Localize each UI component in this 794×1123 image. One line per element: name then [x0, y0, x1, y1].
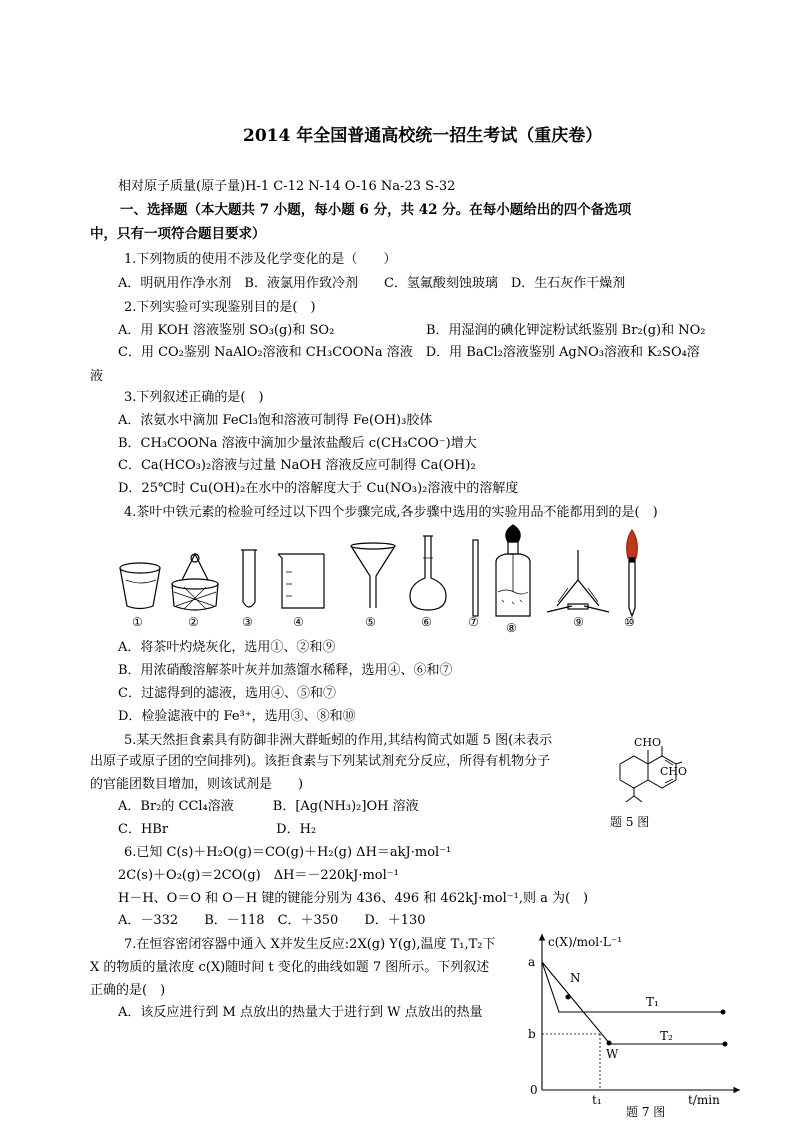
q2-stem: 2.下列实验可实现鉴别目的是( ) — [124, 300, 316, 315]
basket-icon — [172, 554, 218, 610]
point-n — [566, 995, 571, 1000]
glass-rod-icon — [473, 540, 478, 616]
label-a: a — [528, 955, 536, 969]
q5-options-cd: C．HBr D．H₂ — [118, 822, 317, 837]
label-t1: t₁ — [592, 1093, 602, 1107]
apparatus-label: ⑧ — [506, 621, 517, 635]
dropper-bottle-icon — [496, 525, 530, 616]
apparatus-label: ① — [132, 615, 143, 629]
apparatus-label: ⑥ — [421, 615, 432, 629]
label-temp-t2: T₂ — [660, 1029, 673, 1043]
q1-stem: 1.下列物质的使用不涉及化学变化的是（ ） — [124, 252, 397, 267]
apparatus-label: ④ — [293, 615, 304, 629]
crucible-icon — [120, 563, 160, 609]
q3-stem: 3.下列叙述正确的是( ) — [124, 390, 264, 405]
q5-structure-figure — [590, 730, 700, 835]
q2-option-a: A．用 KOH 溶液鉴别 SO₃(g)和 SO₂ — [118, 323, 335, 338]
label-temp-t1: T₁ — [646, 995, 659, 1009]
figure7-caption: 题 7 图 — [626, 1105, 666, 1119]
q4-option-b: B．用浓硝酸溶解茶叶灰并加蒸馏水稀释，选用④、⑥和⑦ — [118, 663, 453, 678]
q6-line3: H－H、O＝O 和 O－H 键的键能分别为 436、496 和 462kJ·mol⁻¹,则 a 为( ) — [118, 891, 589, 906]
apparatus-label: ② — [188, 615, 199, 629]
test-tube-icon — [241, 550, 257, 607]
curve-t1 — [542, 962, 723, 1012]
q7-line2: X 的物质的量浓度 c(X)随时间 t 变化的曲线如题 7 图所示。下列叙述 — [90, 960, 490, 975]
x-axis-label: t/min — [688, 1093, 720, 1107]
q4-option-d: D．检验滤液中的 Fe³⁺，选用③、⑧和⑩ — [118, 709, 356, 724]
section-heading-cont: 中，只有一项符合题目要求） — [90, 226, 266, 242]
cho-label-top: CHO — [634, 736, 662, 749]
q7-option-a: A．该反应进行到 M 点放出的热量大于进行到 W 点放出的热量 — [118, 1005, 483, 1020]
q2-option-b: B．用湿润的碘化钾淀粉试纸鉴别 Br₂(g)和 NO₂ — [426, 323, 706, 338]
clay-triangle-icon — [547, 550, 609, 612]
apparatus-label: ③ — [242, 615, 253, 629]
q6-line2: 2C(s)＋O₂(g)＝2CO(g) ΔH＝－220kJ·mol⁻¹ — [118, 868, 399, 883]
q3-option-d: D．25℃时 Cu(OH)₂在水中的溶解度大于 Cu(NO₃)₂溶液中的溶解度 — [118, 481, 519, 496]
q5-line3: 的官能团数目增加，则该试剂是 ) — [90, 777, 304, 792]
apparatus-label: ⑤ — [365, 615, 376, 629]
q5-options-ab: A．Br₂的 CCl₄溶液 B．[Ag(NH₃)₂]OH 溶液 — [118, 799, 419, 814]
q2-option-cd: C．用 CO₂鉴别 NaAlO₂溶液和 CH₃COONa 溶液 D．用 BaCl₂溶液鉴别 AgNO₃溶液和 K₂SO₄溶 — [118, 345, 700, 360]
beaker-icon — [278, 554, 324, 608]
q2-wrap: 液 — [90, 369, 104, 384]
label-w: W — [606, 1047, 619, 1061]
apparatus-label: ⑨ — [573, 615, 584, 629]
volumetric-flask-icon — [410, 536, 446, 610]
label-b: b — [528, 1027, 536, 1041]
end-t1 — [721, 1010, 726, 1015]
q3-option-b: B．CH₃COONa 溶液中滴加少量浓盐酸后 c(CH₃COO⁻)增大 — [118, 436, 477, 451]
exam-title: 2014 年全国普通高校统一招生考试（重庆卷） — [243, 126, 603, 146]
q4-stem: 4.茶叶中铁元素的检验可经过以下四个步骤完成,各步骤中选用的实验用品不能都用到的是( ) — [124, 505, 658, 520]
cho-label-side: CHO — [660, 765, 688, 778]
apparatus-label: ⑦ — [468, 615, 479, 629]
q4-option-c: C．过滤得到的滤液，选用④、⑤和⑦ — [118, 686, 336, 701]
apparatus-label: ⑩ — [624, 615, 635, 629]
q4-option-a: A．将茶叶灼烧灰化，选用①、②和⑨ — [118, 640, 336, 655]
q7-line3: 正确的是( ) — [90, 983, 166, 998]
q5-line1: 5.某天然拒食素具有防御非洲大群蚯蚓的作用,其结构简式如题 5 图(未表示 — [124, 733, 553, 748]
y-axis-label: c(X)/mol·L⁻¹ — [548, 935, 623, 949]
q1-options: A．明矾用作净水剂 B．液氯用作致冷剂 C．氢氟酸刻蚀玻璃 D．生石灰作干燥剂 — [118, 276, 626, 291]
figure5-caption: 题 5 图 — [610, 815, 650, 829]
label-origin: 0 — [530, 1083, 538, 1097]
dropper-icon — [627, 530, 638, 616]
q6-options: A．－332 B．－118 C．＋350 D．＋130 — [118, 913, 426, 928]
q7-line1: 7.在恒容密闭容器中通入 X并发生反应:2X(g) Y(g),温度 T₁,T₂下 — [124, 937, 496, 952]
q4-apparatus-figure — [110, 522, 650, 637]
q3-option-c: C．Ca(HCO₃)₂溶液与过量 NaOH 溶液反应可制得 Ca(OH)₂ — [118, 458, 476, 473]
atomic-masses: 相对原子质量(原子量)H-1 C-12 N-14 O-16 Na-23 S-32 — [118, 179, 456, 194]
funnel-icon — [351, 543, 395, 608]
q6-line1: 6.已知 C(s)＋H₂O(g)＝CO(g)＋H₂(g) ΔH＝akJ·mol⁻¹ — [124, 845, 452, 860]
label-n: N — [570, 971, 581, 985]
point-w — [607, 1041, 612, 1046]
q5-line2: 出原子或原子团的空间排列)。该拒食素与下列某试剂充分反应，所得有机物分子 — [90, 754, 551, 769]
q3-option-a: A．浓氨水中滴加 FeCl₃饱和溶液可制得 Fe(OH)₃胶体 — [118, 413, 433, 428]
q7-concentration-graph — [520, 930, 760, 1120]
section-heading: 一、选择题（本大题共 7 小题，每小题 6 分，共 42 分。在每小题给出的四个备选项 — [120, 202, 632, 218]
end-t2 — [723, 1042, 728, 1047]
